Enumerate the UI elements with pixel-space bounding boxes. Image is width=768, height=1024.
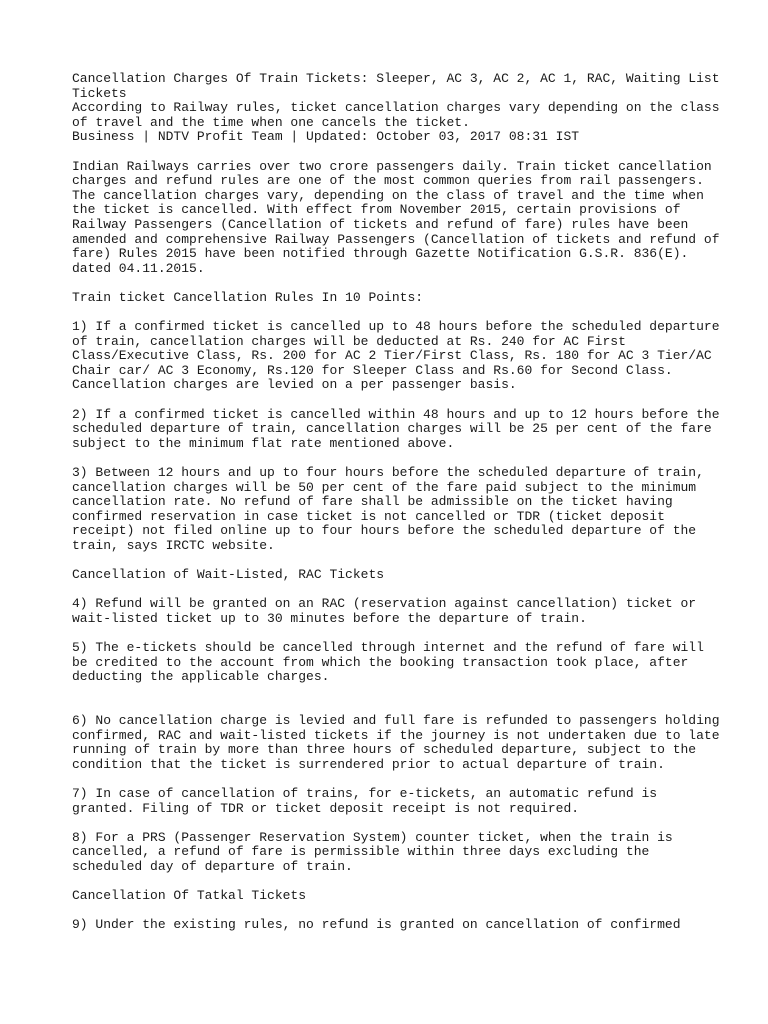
- text-line: confirmed reservation in case ticket is not cancelled or TDR (ticket deposit: [72, 508, 665, 524]
- text-line: Chair car/ AC 3 Economy, Rs.120 for Sleeper Class and Rs.60 for Second Class.: [72, 362, 673, 378]
- text-line: of train, cancellation charges will be deducted at Rs. 240 for AC First: [72, 333, 626, 349]
- byline: Business | NDTV Profit Team | Updated: October 03, 2017 08:31 IST: [72, 129, 580, 145]
- point-4-paragraph: [72, 597, 712, 626]
- section-heading-tatkal: Cancellation Of Tatkal Tickets: [72, 888, 307, 904]
- text-line: subject to the minimum flat rate mentioned above.: [72, 435, 455, 451]
- text-line: deducting the applicable charges.: [72, 669, 330, 685]
- text-line: be credited to the account from which the booking transaction took place, after: [72, 654, 689, 670]
- point-6-paragraph: [72, 713, 720, 772]
- text-line: cancellation rate. No refund of fare shall be admissible on the ticket having: [72, 494, 673, 510]
- title-line: Cancellation Charges Of Train Tickets: Sleeper, AC 3, AC 2, AC 1, RAC, Waiting List: [72, 71, 720, 86]
- text-line: dated 04.11.2015.: [72, 260, 205, 276]
- text-line: 9) Under the existing rules, no refund is granted on cancellation of confirmed: [72, 917, 681, 933]
- subtitle-line: of travel and the time when one cancels the ticket.: [72, 114, 470, 130]
- text-line: 6) No cancellation charge is levied and full fare is refunded to passengers holding: [72, 713, 720, 729]
- point-8-paragraph: [72, 831, 712, 875]
- text-line: receipt) not filed online up to four hours before the scheduled departure of the: [72, 523, 697, 539]
- point-2-paragraph: [72, 406, 720, 452]
- text-line: the ticket is cancelled. With effect from November 2015, certain provisions of: [72, 202, 681, 218]
- text-line: 3) Between 12 hours and up to four hours before the scheduled departure of train,: [72, 465, 704, 481]
- text-line: Cancellation charges are levied on a per passenger basis.: [72, 377, 517, 393]
- text-line: train, says IRCTC website.: [72, 538, 275, 553]
- subtitle-line: According to Railway rules, ticket cancellation charges vary depending on the class: [72, 100, 720, 116]
- text-line: 1) If a confirmed ticket is cancelled up to 48 hours before the scheduled departure: [72, 319, 720, 335]
- text-line: 8) For a PRS (Passenger Reservation System) counter ticket, when the train is: [72, 829, 673, 845]
- text-line: condition that the ticket is surrendered prior to actual departure of train.: [72, 756, 665, 772]
- text-line: Railway Passengers (Cancellation of tickets and refund of fare) rules have been: [72, 216, 689, 232]
- point-3-paragraph: [72, 466, 712, 554]
- text-line: amended and comprehensive Railway Passengers (Cancellation of tickets and refund of: [72, 231, 720, 247]
- point-9-paragraph: [72, 918, 712, 933]
- text-line: fare) Rules 2015 have been notified through Gazette Notification G.S.R. 836(E).: [72, 246, 689, 262]
- point-7-paragraph: [72, 787, 712, 816]
- text-line: 2) If a confirmed ticket is cancelled within 48 hours and up to 12 hours before the: [72, 406, 720, 422]
- section-heading-rules: Train ticket Cancellation Rules In 10 Points:: [72, 289, 424, 305]
- section-heading-waitlist: Cancellation of Wait-Listed, RAC Tickets: [72, 567, 385, 583]
- text-line: The cancellation charges vary, depending on the class of travel and the time when: [72, 187, 704, 203]
- point-5-paragraph: [72, 641, 712, 685]
- article-title: [72, 71, 720, 101]
- text-line: cancellation charges will be 50 per cent of the fare paid subject to the minimum: [72, 479, 697, 495]
- point-1-paragraph: [72, 319, 720, 393]
- text-line: charges and refund rules are one of the most common queries from rail passengers.: [72, 173, 704, 189]
- text-line: Class/Executive Class, Rs. 200 for AC 2 Tier/First Class, Rs. 180 for AC 3 Tier/AC: [72, 348, 712, 364]
- article-subtitle: [72, 100, 720, 130]
- document-page: [72, 71, 720, 933]
- text-line: 4) Refund will be granted on an RAC (reservation against cancellation) ticket or: [72, 596, 697, 612]
- text-line: 5) The e-tickets should be cancelled through internet and the refund of fare will: [72, 640, 704, 656]
- text-line: wait-listed ticket up to 30 minutes before the departure of train.: [72, 610, 587, 626]
- intro-paragraph: [72, 158, 720, 277]
- text-line: 7) In case of cancellation of trains, for e-tickets, an automatic refund is: [72, 786, 658, 802]
- text-line: running of train by more than three hours of scheduled departure, subject to the: [72, 742, 697, 758]
- text-line: Indian Railways carries over two crore passengers daily. Train ticket cancellation: [72, 158, 712, 174]
- text-line: granted. Filing of TDR or ticket deposit receipt is not required.: [72, 800, 580, 816]
- text-line: confirmed, RAC and wait-listed tickets if the journey is not undertaken due to late: [72, 727, 720, 743]
- title-line: Tickets: [72, 85, 127, 101]
- text-line: cancelled, a refund of fare is permissible within three days excluding the: [72, 844, 650, 860]
- text-line: scheduled day of departure of train.: [72, 859, 353, 875]
- text-line: scheduled departure of train, cancellation charges will be 25 per cent of the fare: [72, 421, 712, 437]
